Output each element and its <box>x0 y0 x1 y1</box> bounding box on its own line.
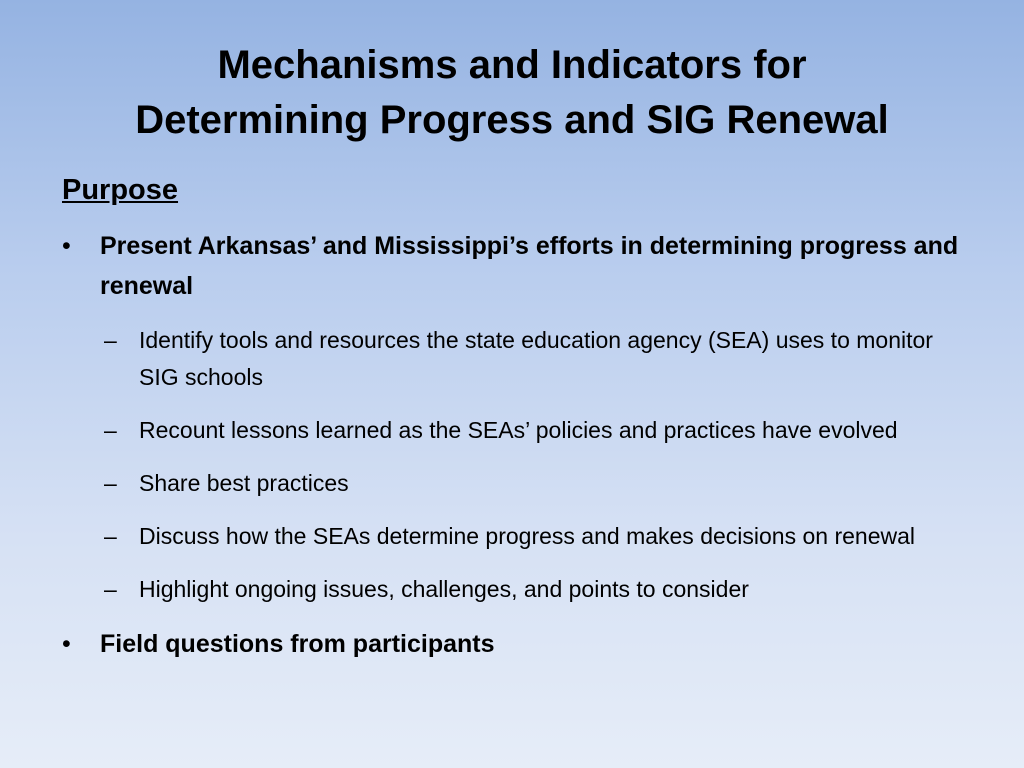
sub-bullet-marker: – <box>104 576 117 602</box>
bullet-list <box>62 226 962 664</box>
sub-bullet-item <box>104 322 962 396</box>
sub-bullet-item <box>104 465 962 502</box>
bullet-item <box>62 226 962 306</box>
sub-bullet-marker: – <box>104 327 117 353</box>
slide-title-line-1: Mechanisms and Indicators for <box>217 43 807 87</box>
sub-bullet-text: Share best practices <box>139 470 349 496</box>
bullet-marker: • <box>62 232 71 260</box>
sub-bullet-text: Recount lessons learned as the SEAs’ policies and practices have evolved <box>139 417 898 443</box>
bullet-text: Field questions from participants <box>100 630 495 658</box>
sub-bullet-text: Identify tools and resources the state education agency (SEA) uses to monitor SIG schools <box>139 327 933 390</box>
sub-bullet-item <box>104 518 962 555</box>
sub-bullet-item <box>104 412 962 449</box>
slide-title <box>40 38 984 148</box>
section-heading-purpose: Purpose <box>62 174 179 206</box>
sub-bullet-text: Discuss how the SEAs determine progress and makes decisions on renewal <box>139 523 915 549</box>
sub-bullet-text: Highlight ongoing issues, challenges, and points to consider <box>139 576 749 602</box>
bullet-item <box>62 624 962 664</box>
slide-title-line-2: Determining Progress and SIG Renewal <box>135 98 889 142</box>
sub-bullet-item <box>104 571 962 608</box>
sub-bullet-marker: – <box>104 417 117 443</box>
bullet-marker: • <box>62 630 71 658</box>
bullet-text: Present Arkansas’ and Mississippi’s efforts in determining progress and renewal <box>100 232 959 300</box>
sub-bullet-marker: – <box>104 470 117 496</box>
sub-bullet-marker: – <box>104 523 117 549</box>
